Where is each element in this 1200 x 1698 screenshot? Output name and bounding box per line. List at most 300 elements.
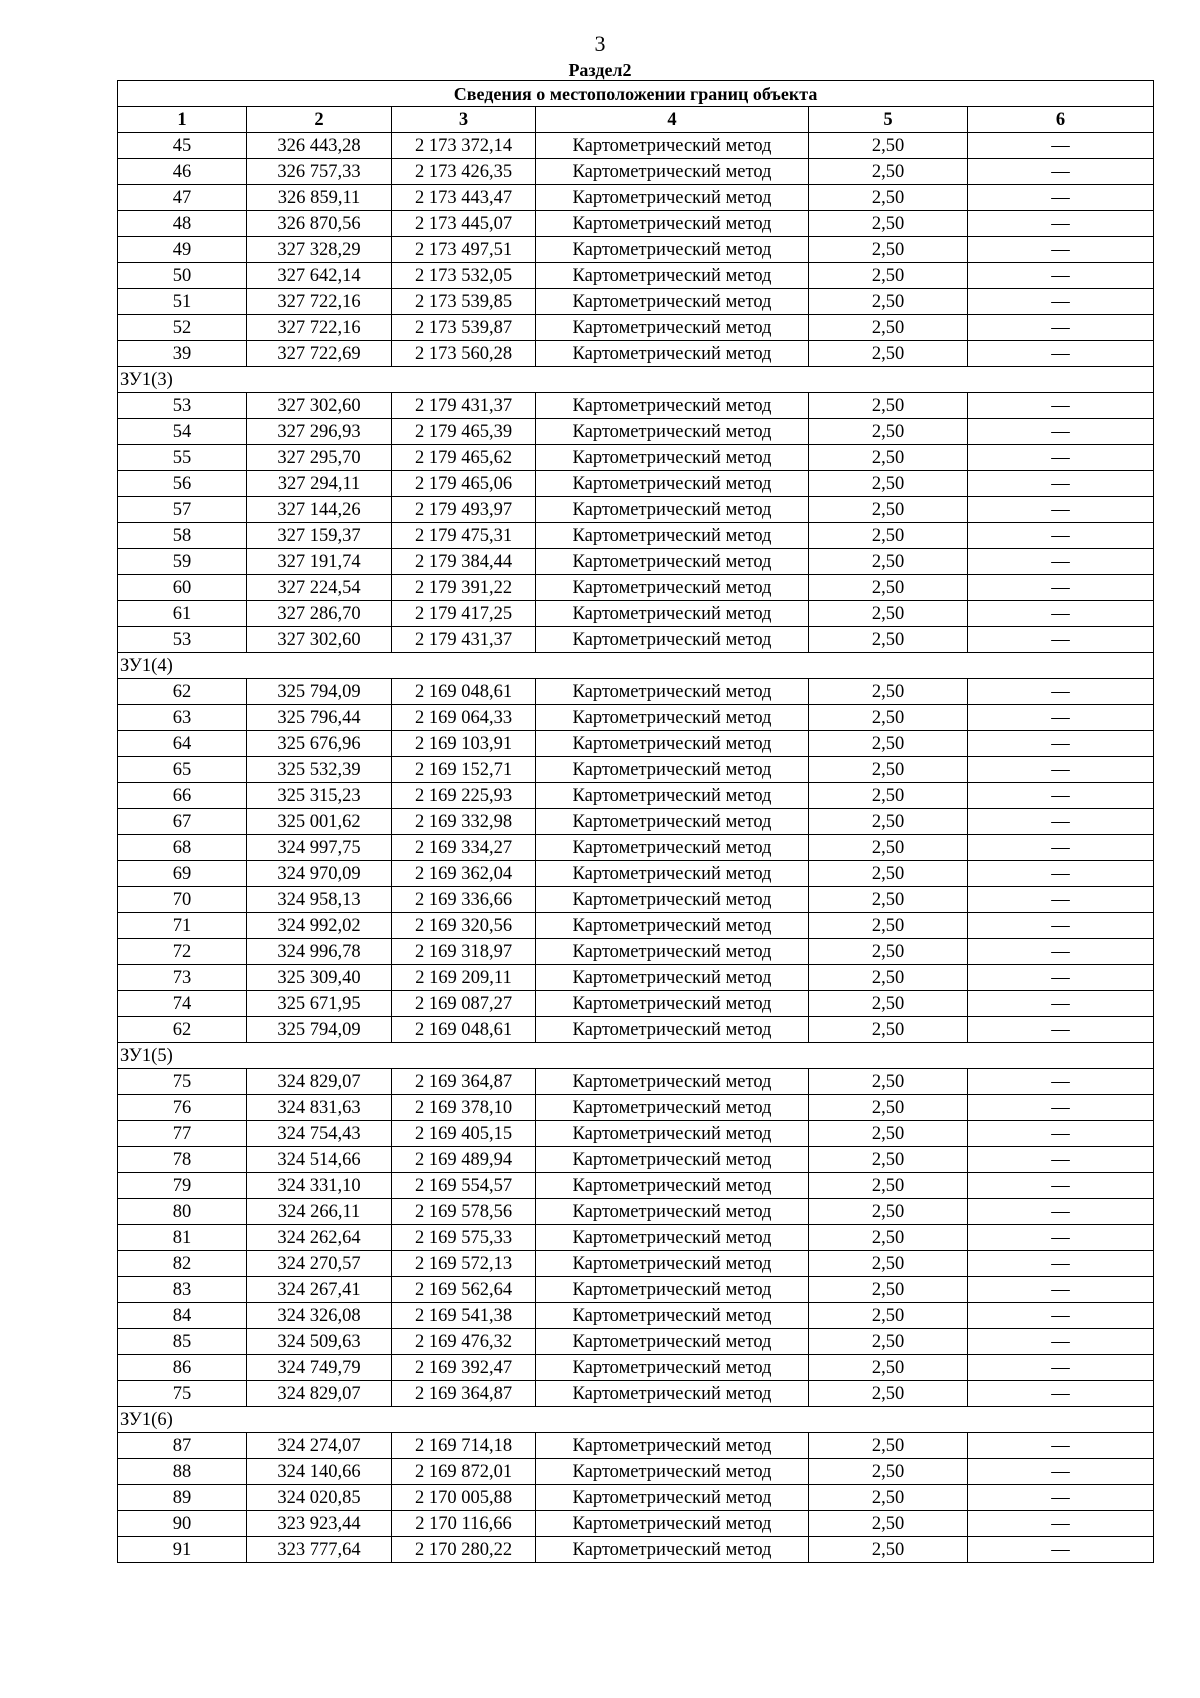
method-cell: Картометрический метод xyxy=(536,341,809,367)
accuracy-cell: 2,50 xyxy=(809,471,968,497)
accuracy-cell: 2,50 xyxy=(809,133,968,159)
description-cell: — xyxy=(968,705,1154,731)
accuracy-cell: 2,50 xyxy=(809,679,968,705)
description-cell: — xyxy=(968,1537,1154,1563)
method-cell: Картометрический метод xyxy=(536,419,809,445)
point-number-cell: 52 xyxy=(118,315,247,341)
table-row xyxy=(118,835,1154,861)
method-cell: Картометрический метод xyxy=(536,159,809,185)
method-cell: Картометрический метод xyxy=(536,1511,809,1537)
y-coordinate-cell: 2 179 384,44 xyxy=(392,549,536,575)
point-number-cell: 67 xyxy=(118,809,247,835)
accuracy-cell: 2,50 xyxy=(809,757,968,783)
y-coordinate-cell: 2 169 048,61 xyxy=(392,679,536,705)
y-coordinate-cell: 2 173 539,87 xyxy=(392,315,536,341)
accuracy-cell: 2,50 xyxy=(809,939,968,965)
x-coordinate-cell: 327 144,26 xyxy=(247,497,392,523)
accuracy-cell: 2,50 xyxy=(809,185,968,211)
point-number-cell: 83 xyxy=(118,1277,247,1303)
method-cell: Картометрический метод xyxy=(536,1537,809,1563)
x-coordinate-cell: 326 859,11 xyxy=(247,185,392,211)
boundary-coordinates-table xyxy=(117,80,1154,1563)
table-body xyxy=(118,133,1154,1563)
table-row xyxy=(118,211,1154,237)
method-cell: Картометрический метод xyxy=(536,861,809,887)
method-cell: Картометрический метод xyxy=(536,1225,809,1251)
y-coordinate-cell: 2 169 103,91 xyxy=(392,731,536,757)
point-number-cell: 47 xyxy=(118,185,247,211)
method-cell: Картометрический метод xyxy=(536,133,809,159)
y-coordinate-cell: 2 169 476,32 xyxy=(392,1329,536,1355)
table-row xyxy=(118,341,1154,367)
point-number-cell: 68 xyxy=(118,835,247,861)
accuracy-cell: 2,50 xyxy=(809,1355,968,1381)
y-coordinate-cell: 2 169 378,10 xyxy=(392,1095,536,1121)
y-coordinate-cell: 2 179 475,31 xyxy=(392,523,536,549)
y-coordinate-cell: 2 173 539,85 xyxy=(392,289,536,315)
method-cell: Картометрический метод xyxy=(536,263,809,289)
point-number-cell: 49 xyxy=(118,237,247,263)
method-cell: Картометрический метод xyxy=(536,1251,809,1277)
method-cell: Картометрический метод xyxy=(536,1277,809,1303)
table-row xyxy=(118,289,1154,315)
point-number-cell: 82 xyxy=(118,1251,247,1277)
description-cell: — xyxy=(968,1459,1154,1485)
x-coordinate-cell: 327 642,14 xyxy=(247,263,392,289)
x-coordinate-cell: 327 159,37 xyxy=(247,523,392,549)
x-coordinate-cell: 327 191,74 xyxy=(247,549,392,575)
table-row xyxy=(118,1069,1154,1095)
point-number-cell: 80 xyxy=(118,1199,247,1225)
x-coordinate-cell: 327 286,70 xyxy=(247,601,392,627)
point-number-cell: 65 xyxy=(118,757,247,783)
description-cell: — xyxy=(968,1069,1154,1095)
table-row xyxy=(118,913,1154,939)
point-number-cell: 88 xyxy=(118,1459,247,1485)
table-row xyxy=(118,1485,1154,1511)
y-coordinate-cell: 2 169 578,56 xyxy=(392,1199,536,1225)
x-coordinate-cell: 324 829,07 xyxy=(247,1069,392,1095)
accuracy-cell: 2,50 xyxy=(809,549,968,575)
description-cell: — xyxy=(968,1095,1154,1121)
method-cell: Картометрический метод xyxy=(536,1069,809,1095)
column-number: 2 xyxy=(247,107,392,133)
point-number-cell: 84 xyxy=(118,1303,247,1329)
method-cell: Картометрический метод xyxy=(536,1017,809,1043)
table-row xyxy=(118,939,1154,965)
accuracy-cell: 2,50 xyxy=(809,1017,968,1043)
point-number-cell: 62 xyxy=(118,679,247,705)
method-cell: Картометрический метод xyxy=(536,705,809,731)
accuracy-cell: 2,50 xyxy=(809,601,968,627)
accuracy-cell: 2,50 xyxy=(809,393,968,419)
y-coordinate-cell: 2 169 225,93 xyxy=(392,783,536,809)
point-number-cell: 62 xyxy=(118,1017,247,1043)
group-label: ЗУ1(6) xyxy=(118,1407,1154,1433)
table-row xyxy=(118,1199,1154,1225)
x-coordinate-cell: 327 224,54 xyxy=(247,575,392,601)
y-coordinate-cell: 2 169 364,87 xyxy=(392,1381,536,1407)
y-coordinate-cell: 2 169 405,15 xyxy=(392,1121,536,1147)
y-coordinate-cell: 2 169 541,38 xyxy=(392,1303,536,1329)
method-cell: Картометрический метод xyxy=(536,887,809,913)
point-number-cell: 75 xyxy=(118,1069,247,1095)
x-coordinate-cell: 324 274,07 xyxy=(247,1433,392,1459)
y-coordinate-cell: 2 170 280,22 xyxy=(392,1537,536,1563)
method-cell: Картометрический метод xyxy=(536,471,809,497)
method-cell: Картометрический метод xyxy=(536,1459,809,1485)
method-cell: Картометрический метод xyxy=(536,1199,809,1225)
table-row xyxy=(118,731,1154,757)
table-row xyxy=(118,133,1154,159)
method-cell: Картометрический метод xyxy=(536,523,809,549)
y-coordinate-cell: 2 169 575,33 xyxy=(392,1225,536,1251)
point-number-cell: 46 xyxy=(118,159,247,185)
table-row xyxy=(118,1225,1154,1251)
y-coordinate-cell: 2 169 714,18 xyxy=(392,1433,536,1459)
table-row xyxy=(118,861,1154,887)
table-row xyxy=(118,965,1154,991)
y-coordinate-cell: 2 169 572,13 xyxy=(392,1251,536,1277)
description-cell: — xyxy=(968,939,1154,965)
table-row xyxy=(118,1433,1154,1459)
method-cell: Картометрический метод xyxy=(536,549,809,575)
method-cell: Картометрический метод xyxy=(536,315,809,341)
description-cell: — xyxy=(968,809,1154,835)
y-coordinate-cell: 2 173 426,35 xyxy=(392,159,536,185)
y-coordinate-cell: 2 173 443,47 xyxy=(392,185,536,211)
method-cell: Картометрический метод xyxy=(536,497,809,523)
x-coordinate-cell: 324 262,64 xyxy=(247,1225,392,1251)
description-cell: — xyxy=(968,757,1154,783)
table-row xyxy=(118,679,1154,705)
description-cell: — xyxy=(968,1225,1154,1251)
accuracy-cell: 2,50 xyxy=(809,1511,968,1537)
column-number: 5 xyxy=(809,107,968,133)
point-number-cell: 64 xyxy=(118,731,247,757)
point-number-cell: 59 xyxy=(118,549,247,575)
description-cell: — xyxy=(968,523,1154,549)
accuracy-cell: 2,50 xyxy=(809,1485,968,1511)
point-number-cell: 53 xyxy=(118,393,247,419)
method-cell: Картометрический метод xyxy=(536,1381,809,1407)
method-cell: Картометрический метод xyxy=(536,991,809,1017)
x-coordinate-cell: 325 794,09 xyxy=(247,1017,392,1043)
table-row xyxy=(118,1459,1154,1485)
accuracy-cell: 2,50 xyxy=(809,523,968,549)
point-number-cell: 79 xyxy=(118,1173,247,1199)
table-row xyxy=(118,809,1154,835)
y-coordinate-cell: 2 169 554,57 xyxy=(392,1173,536,1199)
x-coordinate-cell: 327 295,70 xyxy=(247,445,392,471)
accuracy-cell: 2,50 xyxy=(809,1277,968,1303)
column-number: 1 xyxy=(118,107,247,133)
method-cell: Картометрический метод xyxy=(536,731,809,757)
description-cell: — xyxy=(968,471,1154,497)
point-number-cell: 87 xyxy=(118,1433,247,1459)
accuracy-cell: 2,50 xyxy=(809,705,968,731)
description-cell: — xyxy=(968,263,1154,289)
table-row xyxy=(118,185,1154,211)
x-coordinate-cell: 324 829,07 xyxy=(247,1381,392,1407)
x-coordinate-cell: 326 870,56 xyxy=(247,211,392,237)
table-row xyxy=(118,263,1154,289)
table-row xyxy=(118,523,1154,549)
accuracy-cell: 2,50 xyxy=(809,1433,968,1459)
accuracy-cell: 2,50 xyxy=(809,809,968,835)
x-coordinate-cell: 324 020,85 xyxy=(247,1485,392,1511)
table-row xyxy=(118,497,1154,523)
accuracy-cell: 2,50 xyxy=(809,211,968,237)
point-number-cell: 78 xyxy=(118,1147,247,1173)
x-coordinate-cell: 325 315,23 xyxy=(247,783,392,809)
point-number-cell: 63 xyxy=(118,705,247,731)
description-cell: — xyxy=(968,991,1154,1017)
description-cell: — xyxy=(968,1173,1154,1199)
x-coordinate-cell: 327 722,16 xyxy=(247,315,392,341)
table-row xyxy=(118,757,1154,783)
description-cell: — xyxy=(968,1147,1154,1173)
accuracy-cell: 2,50 xyxy=(809,1329,968,1355)
accuracy-cell: 2,50 xyxy=(809,1225,968,1251)
y-coordinate-cell: 2 179 465,39 xyxy=(392,419,536,445)
method-cell: Картометрический метод xyxy=(536,757,809,783)
y-coordinate-cell: 2 169 152,71 xyxy=(392,757,536,783)
table-row xyxy=(118,1329,1154,1355)
x-coordinate-cell: 324 749,79 xyxy=(247,1355,392,1381)
x-coordinate-cell: 324 326,08 xyxy=(247,1303,392,1329)
x-coordinate-cell: 325 676,96 xyxy=(247,731,392,757)
x-coordinate-cell: 325 309,40 xyxy=(247,965,392,991)
accuracy-cell: 2,50 xyxy=(809,887,968,913)
point-number-cell: 39 xyxy=(118,341,247,367)
description-cell: — xyxy=(968,497,1154,523)
description-cell: — xyxy=(968,1485,1154,1511)
accuracy-cell: 2,50 xyxy=(809,1069,968,1095)
point-number-cell: 85 xyxy=(118,1329,247,1355)
accuracy-cell: 2,50 xyxy=(809,289,968,315)
y-coordinate-cell: 2 169 489,94 xyxy=(392,1147,536,1173)
x-coordinate-cell: 324 970,09 xyxy=(247,861,392,887)
x-coordinate-cell: 324 996,78 xyxy=(247,939,392,965)
x-coordinate-cell: 327 328,29 xyxy=(247,237,392,263)
method-cell: Картометрический метод xyxy=(536,185,809,211)
description-cell: — xyxy=(968,315,1154,341)
accuracy-cell: 2,50 xyxy=(809,991,968,1017)
accuracy-cell: 2,50 xyxy=(809,237,968,263)
point-number-cell: 70 xyxy=(118,887,247,913)
x-coordinate-cell: 327 294,11 xyxy=(247,471,392,497)
page-number: 3 xyxy=(594,31,606,56)
point-number-cell: 56 xyxy=(118,471,247,497)
description-cell: — xyxy=(968,341,1154,367)
point-number-cell: 76 xyxy=(118,1095,247,1121)
accuracy-cell: 2,50 xyxy=(809,1173,968,1199)
table-row xyxy=(118,1147,1154,1173)
y-coordinate-cell: 2 179 391,22 xyxy=(392,575,536,601)
method-cell: Картометрический метод xyxy=(536,1329,809,1355)
accuracy-cell: 2,50 xyxy=(809,1303,968,1329)
table-row xyxy=(118,549,1154,575)
method-cell: Картометрический метод xyxy=(536,1433,809,1459)
point-number-cell: 71 xyxy=(118,913,247,939)
method-cell: Картометрический метод xyxy=(536,835,809,861)
accuracy-cell: 2,50 xyxy=(809,419,968,445)
y-coordinate-cell: 2 179 431,37 xyxy=(392,627,536,653)
point-number-cell: 55 xyxy=(118,445,247,471)
description-cell: — xyxy=(968,835,1154,861)
method-cell: Картометрический метод xyxy=(536,1303,809,1329)
accuracy-cell: 2,50 xyxy=(809,965,968,991)
method-cell: Картометрический метод xyxy=(536,237,809,263)
x-coordinate-cell: 326 443,28 xyxy=(247,133,392,159)
y-coordinate-cell: 2 173 560,28 xyxy=(392,341,536,367)
group-label: ЗУ1(3) xyxy=(118,367,1154,393)
column-number: 4 xyxy=(536,107,809,133)
method-cell: Картометрический метод xyxy=(536,575,809,601)
method-cell: Картометрический метод xyxy=(536,445,809,471)
table-row xyxy=(118,705,1154,731)
group-label: ЗУ1(4) xyxy=(118,653,1154,679)
description-cell: — xyxy=(968,237,1154,263)
point-number-cell: 53 xyxy=(118,627,247,653)
method-cell: Картометрический метод xyxy=(536,913,809,939)
description-cell: — xyxy=(968,1329,1154,1355)
y-coordinate-cell: 2 169 209,11 xyxy=(392,965,536,991)
accuracy-cell: 2,50 xyxy=(809,1251,968,1277)
point-number-cell: 54 xyxy=(118,419,247,445)
table-row xyxy=(118,1095,1154,1121)
table-row xyxy=(118,1537,1154,1563)
point-number-cell: 66 xyxy=(118,783,247,809)
y-coordinate-cell: 2 169 562,64 xyxy=(392,1277,536,1303)
table-row xyxy=(118,1277,1154,1303)
table-row xyxy=(118,1017,1154,1043)
table-row xyxy=(118,419,1154,445)
accuracy-cell: 2,50 xyxy=(809,1147,968,1173)
description-cell: — xyxy=(968,783,1154,809)
table-row xyxy=(118,1121,1154,1147)
y-coordinate-cell: 2 173 532,05 xyxy=(392,263,536,289)
accuracy-cell: 2,50 xyxy=(809,1199,968,1225)
table-row xyxy=(118,783,1154,809)
point-number-cell: 90 xyxy=(118,1511,247,1537)
x-coordinate-cell: 324 140,66 xyxy=(247,1459,392,1485)
description-cell: — xyxy=(968,1381,1154,1407)
y-coordinate-cell: 2 169 362,04 xyxy=(392,861,536,887)
point-number-cell: 75 xyxy=(118,1381,247,1407)
point-number-cell: 81 xyxy=(118,1225,247,1251)
point-number-cell: 72 xyxy=(118,939,247,965)
y-coordinate-cell: 2 173 372,14 xyxy=(392,133,536,159)
method-cell: Картометрический метод xyxy=(536,1147,809,1173)
description-cell: — xyxy=(968,731,1154,757)
description-cell: — xyxy=(968,1121,1154,1147)
x-coordinate-cell: 324 958,13 xyxy=(247,887,392,913)
point-number-cell: 48 xyxy=(118,211,247,237)
description-cell: — xyxy=(968,549,1154,575)
method-cell: Картометрический метод xyxy=(536,1173,809,1199)
y-coordinate-cell: 2 179 417,25 xyxy=(392,601,536,627)
point-number-cell: 91 xyxy=(118,1537,247,1563)
x-coordinate-cell: 324 992,02 xyxy=(247,913,392,939)
point-number-cell: 45 xyxy=(118,133,247,159)
y-coordinate-cell: 2 169 332,98 xyxy=(392,809,536,835)
description-cell: — xyxy=(968,913,1154,939)
accuracy-cell: 2,50 xyxy=(809,341,968,367)
accuracy-cell: 2,50 xyxy=(809,497,968,523)
y-coordinate-cell: 2 170 116,66 xyxy=(392,1511,536,1537)
group-row xyxy=(118,653,1154,679)
accuracy-cell: 2,50 xyxy=(809,575,968,601)
x-coordinate-cell: 323 923,44 xyxy=(247,1511,392,1537)
method-cell: Картометрический метод xyxy=(536,939,809,965)
point-number-cell: 86 xyxy=(118,1355,247,1381)
table-row xyxy=(118,575,1154,601)
x-coordinate-cell: 325 796,44 xyxy=(247,705,392,731)
description-cell: — xyxy=(968,393,1154,419)
table-row xyxy=(118,445,1154,471)
x-coordinate-cell: 324 831,63 xyxy=(247,1095,392,1121)
x-coordinate-cell: 325 671,95 xyxy=(247,991,392,1017)
description-cell: — xyxy=(968,289,1154,315)
point-number-cell: 61 xyxy=(118,601,247,627)
y-coordinate-cell: 2 173 497,51 xyxy=(392,237,536,263)
point-number-cell: 51 xyxy=(118,289,247,315)
description-cell: — xyxy=(968,601,1154,627)
table-row xyxy=(118,471,1154,497)
description-cell: — xyxy=(968,1277,1154,1303)
description-cell: — xyxy=(968,679,1154,705)
x-coordinate-cell: 324 266,11 xyxy=(247,1199,392,1225)
y-coordinate-cell: 2 169 048,61 xyxy=(392,1017,536,1043)
description-cell: — xyxy=(968,965,1154,991)
x-coordinate-cell: 324 267,41 xyxy=(247,1277,392,1303)
x-coordinate-cell: 324 270,57 xyxy=(247,1251,392,1277)
point-number-cell: 69 xyxy=(118,861,247,887)
point-number-cell: 77 xyxy=(118,1121,247,1147)
description-cell: — xyxy=(968,1511,1154,1537)
table-row xyxy=(118,315,1154,341)
point-number-cell: 74 xyxy=(118,991,247,1017)
point-number-cell: 89 xyxy=(118,1485,247,1511)
y-coordinate-cell: 2 169 320,56 xyxy=(392,913,536,939)
accuracy-cell: 2,50 xyxy=(809,835,968,861)
group-label: ЗУ1(5) xyxy=(118,1043,1154,1069)
group-row xyxy=(118,367,1154,393)
description-cell: — xyxy=(968,1303,1154,1329)
table-row xyxy=(118,1511,1154,1537)
x-coordinate-cell: 324 514,66 xyxy=(247,1147,392,1173)
table-row xyxy=(118,1355,1154,1381)
y-coordinate-cell: 2 179 493,97 xyxy=(392,497,536,523)
x-coordinate-cell: 324 331,10 xyxy=(247,1173,392,1199)
table-row xyxy=(118,1173,1154,1199)
method-cell: Картометрический метод xyxy=(536,601,809,627)
accuracy-cell: 2,50 xyxy=(809,315,968,341)
column-number: 3 xyxy=(392,107,536,133)
description-cell: — xyxy=(968,211,1154,237)
section-title: Раздел2 xyxy=(568,60,632,80)
y-coordinate-cell: 2 179 465,06 xyxy=(392,471,536,497)
accuracy-cell: 2,50 xyxy=(809,913,968,939)
method-cell: Картометрический метод xyxy=(536,1355,809,1381)
accuracy-cell: 2,50 xyxy=(809,783,968,809)
description-cell: — xyxy=(968,1433,1154,1459)
accuracy-cell: 2,50 xyxy=(809,731,968,757)
table-row xyxy=(118,1381,1154,1407)
method-cell: Картометрический метод xyxy=(536,1121,809,1147)
